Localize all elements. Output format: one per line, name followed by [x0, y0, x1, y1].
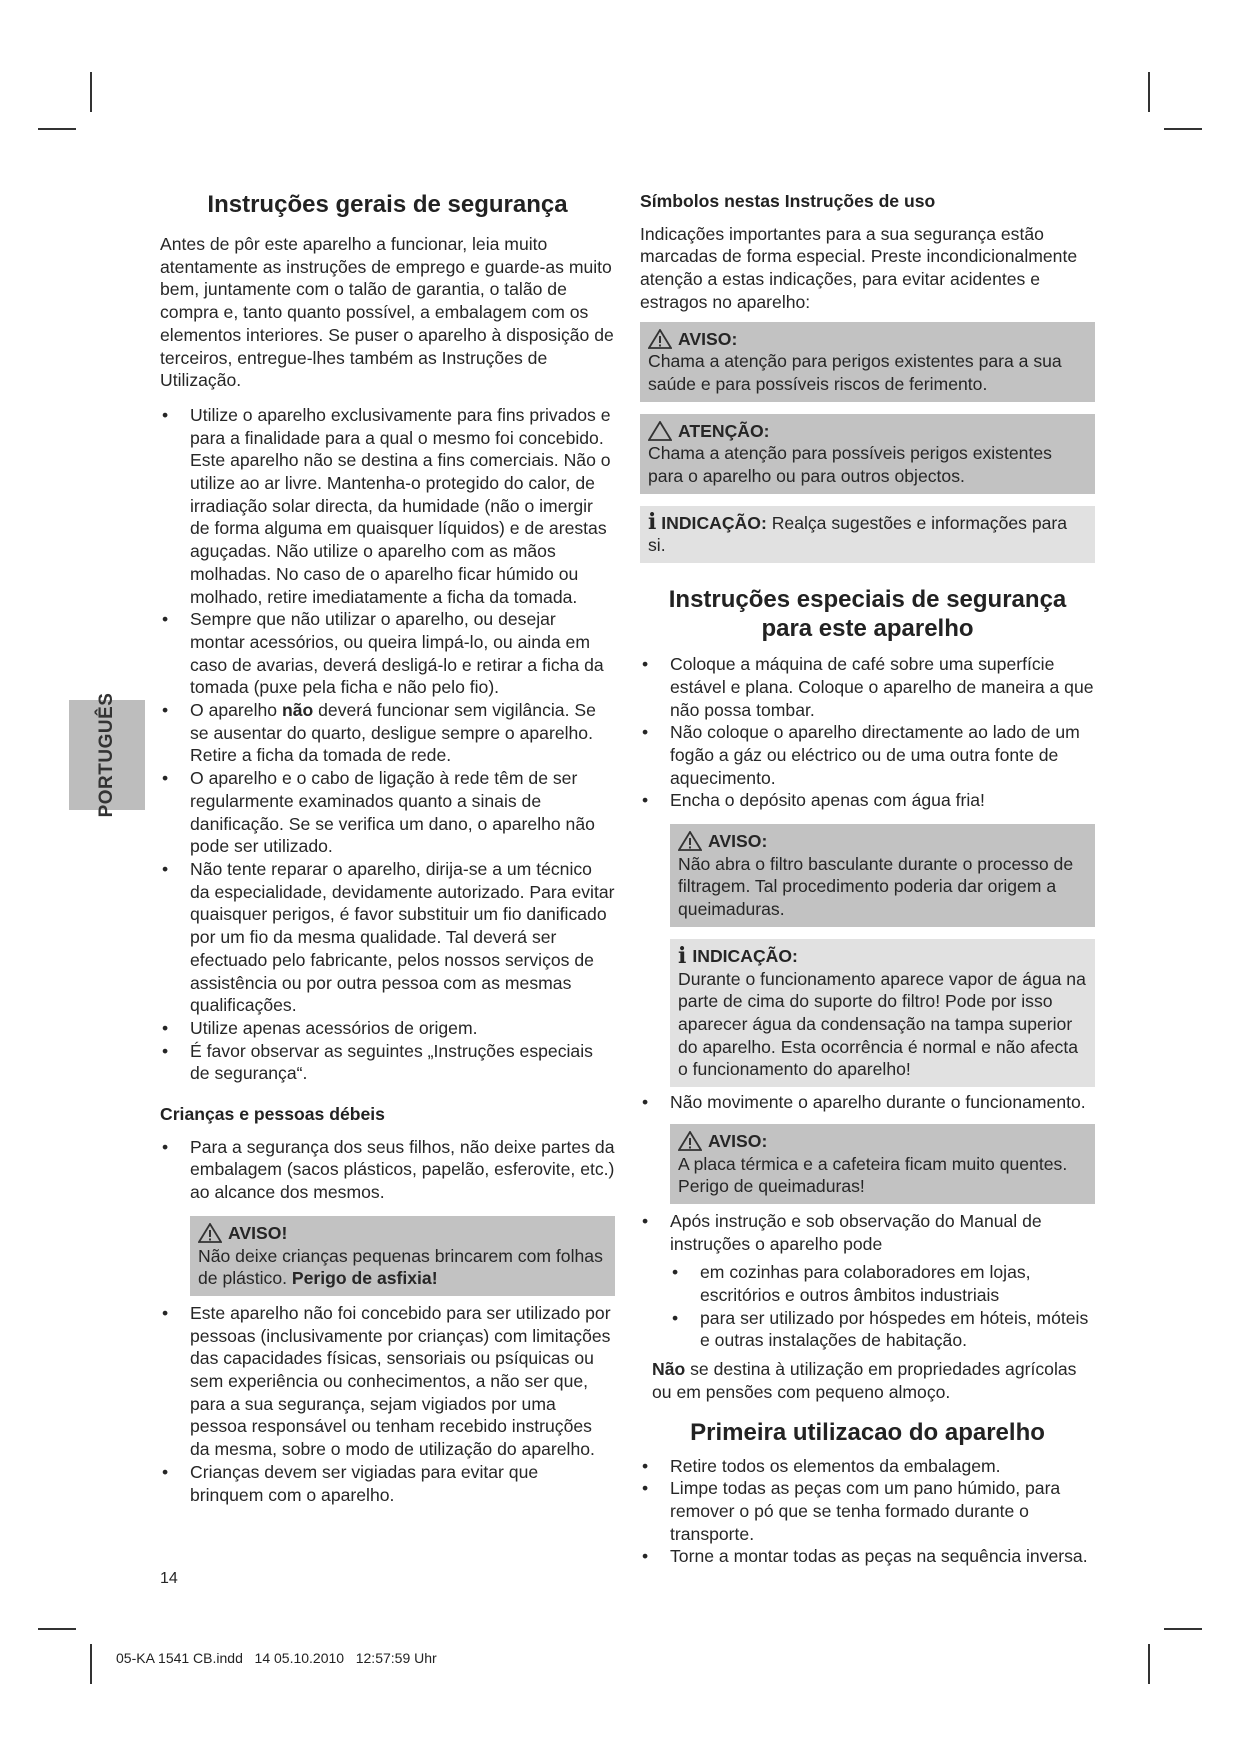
list-item: • Retire todos os elementos da embalagem. [640, 1455, 1095, 1478]
aviso3-title: AVISO: [708, 1130, 768, 1151]
intro-paragraph: Antes de pôr este aparelho a funcionar, leia muito atentamente as instruções de emprego e guarde-as muito bem, juntamente com o talão de garantia, o talão de compra e, tanto quanto possível, a embalagem com os elementos interiores. Se puser o aparelho à disposição de terceiros, entregue-lhes também as Instruções de Utilização. [160, 234, 614, 391]
general-safety-heading: Instruções gerais de segurança [207, 191, 568, 218]
move-list [640, 1091, 1095, 1114]
list-item: • Não coloque o aparelho directamente ao lado de um fogão a gáz ou eléctrico ou de uma outra fonte de aquecimento. [640, 721, 1095, 789]
crop-mark [1164, 1628, 1202, 1630]
atencao-title: ATENÇÃO: [678, 420, 770, 441]
aviso-title: AVISO: [678, 328, 738, 349]
page-number: 14 [160, 1570, 178, 1587]
list-item: • O aparelho e o cabo de ligação à rede têm de ser regularmente examinados quanto a sinais de danificação. Se se verifica um dano, o aparelho não pode ser utilizado. [160, 767, 615, 858]
indicacao2-title: INDICAÇÃO: [692, 945, 798, 966]
language-tab-label: PORTUGUÊS [96, 692, 117, 818]
indicacao-box [640, 506, 1095, 563]
left-column [160, 190, 615, 1506]
list-item: • Torne a montar todas as peças na sequência inversa. [640, 1545, 1095, 1568]
aviso-text: Chama a atenção para perigos existentes para a sua saúde e para possíveis riscos de ferimento. [648, 351, 1062, 394]
list-item: • Encha o depósito apenas com água fria! [640, 789, 1095, 812]
warning-triangle-icon [198, 1223, 222, 1243]
indicacao-text: Realça sugestões e informações para si. [648, 512, 1068, 556]
warning-triangle-icon [648, 329, 672, 349]
list-item: • Sempre que não utilizar o aparelho, ou desejar montar acessórios, ou queira limpá-lo, ou ainda em caso de avarias, deverá desligá-lo e retirar a ficha da tomada (puxe pela ficha e não pelo fio). [160, 608, 615, 699]
crop-mark [90, 1644, 92, 1684]
list-item: • Utilize apenas acessórios de origem. [160, 1017, 615, 1040]
list-item: • Crianças devem ser vigiadas para evitar que brinquem com o aparelho. [160, 1461, 615, 1506]
list-item: • Coloque a máquina de café sobre uma superfície estável e plana. Coloque o aparelho de maneira a que não possa tombar. [640, 653, 1095, 721]
list-item: • Utilize o aparelho exclusivamente para fins privados e para a finalidade para a qual o mesmo foi concebido. Este aparelho não se destina a fins comerciais. Não o utilize ao ar livre. Mantenha-o protegido do calor, de irradiação solar directa, da humidade (não o imergir de forma alguma em quaisquer líquidos) e de arestas aguçadas. Não utilize o aparelho com as mãos molhadas. No caso de o aparelho ficar húmido ou molhado, retire imediatamente a ficha da tomada. [160, 404, 615, 608]
crop-mark [1148, 1644, 1150, 1684]
indicacao2-box [670, 939, 1095, 1087]
children-list-after [160, 1302, 615, 1506]
info-icon: i [678, 943, 687, 970]
first-use-list [640, 1455, 1095, 1569]
list-item: • Limpe todas as peças com um pano húmido, para remover o pó que se tenha formado durante o transporte. [640, 1477, 1095, 1545]
right-column [640, 190, 1095, 1568]
atencao-box [640, 414, 1095, 494]
safety-list [160, 404, 615, 1085]
symbols-heading: Símbolos nestas Instruções de uso [640, 191, 936, 211]
children-heading: Crianças e pessoas débeis [160, 1104, 385, 1125]
indicacao-title: INDICAÇÃO: [661, 512, 767, 533]
special-safety-heading: Instruções especiais de segurança para este aparelho [668, 586, 1067, 643]
list-item: • Para a segurança dos seus filhos, não deixe partes da embalagem (sacos plásticos, papelão, esferovite, etc.) ao alcance dos mesmos. [160, 1136, 615, 1204]
list-item: • Após instrução e sob observação do Manual de instruções o aparelho pode [640, 1210, 1095, 1255]
atencao-text: Chama a atenção para possíveis perigos existentes para o aparelho ou para outros objectos. [648, 443, 1052, 487]
warning-triangle-icon [678, 1131, 702, 1151]
print-slug: 05-KA 1541 CB.indd 14 05.10.2010 12:57:59 Uhr [116, 1650, 437, 1666]
caution-triangle-icon [648, 421, 672, 441]
list-item: • Não movimente o aparelho durante o funcionamento. [640, 1091, 1095, 1114]
language-tab [69, 692, 145, 818]
crop-mark [1148, 72, 1150, 112]
not-intended-text: Não se destina à utilização em propriedades agrícolas ou em pensões com pequeno almoço. [652, 1359, 1077, 1402]
crop-mark [38, 1628, 76, 1630]
warning-text: Não deixe crianças pequenas brincarem com folhas de plástico. Perigo de asfixia! [198, 1245, 603, 1289]
list-item: • em cozinhas para colaboradores em lojas, escritórios e outros âmbitos industriais [670, 1261, 1095, 1306]
list-item: • O aparelho não deverá funcionar sem vigilância. Se se ausentar do quarto, desligue sempre o aparelho. Retire a ficha da tomada de rede. [160, 699, 615, 767]
list-item: • Não tente reparar o aparelho, dirija-se a um técnico da especialidade, devidamente autorizado. Para evitar quaisquer perigos, é favor substituir um fio danificado por um fio da mesma qualidade. Tal deverá ser efectuado pelo fabricante, pelos nossos serviços de assistência ou por outra pessoa com as mesmas qualificações. [160, 858, 615, 1017]
aviso2-title: AVISO: [708, 831, 768, 852]
aviso3-box [670, 1124, 1095, 1204]
crop-mark [38, 128, 76, 130]
indicacao2-text: Durante o funcionamento aparece vapor de água na parte de cima do suporte do filtro! Pode por isso aparecer água da condensação na tampa superior do aparelho. Esta ocorrência é normal e não afecta o funcionamento do aparelho! [678, 968, 1086, 1080]
usage-list [640, 1210, 1095, 1255]
warning-heading: AVISO! [198, 1222, 607, 1245]
children-list [160, 1136, 615, 1204]
warning-triangle-icon [678, 831, 702, 851]
usage-sublist [670, 1261, 1095, 1352]
aviso2-box [670, 824, 1095, 927]
list-item: • para ser utilizado por hóspedes em hóteis, móteis e outras instalações de habitação. [670, 1307, 1095, 1352]
first-use-heading: Primeira utilizacao do aparelho [690, 1418, 1045, 1446]
symbols-intro: Indicações importantes para a sua segurança estão marcadas de forma especial. Preste incondicionalmente atenção a estas indicações, para evitar acidentes e estragos no aparelho: [640, 223, 1078, 312]
aviso2-text: Não abra o filtro basculante durante o processo de filtragem. Tal procedimento poderia dar origem a queimaduras. [678, 853, 1074, 920]
info-icon: i [648, 508, 657, 535]
list-item: • É favor observar as seguintes „Instruções especiais de segurança“. [160, 1040, 615, 1085]
special-list [640, 653, 1095, 812]
children-warning-box [190, 1216, 615, 1296]
aviso-box [640, 322, 1095, 402]
list-item: • Este aparelho não foi concebido para ser utilizado por pessoas (inclusivamente por crianças) com limitações das capacidades físicas, sensoriais ou psíquicas ou sem experiência ou conhecimentos, a não ser que, para a sua segurança, sejam vigiados por uma pessoa responsável ou tenham recebido instruções da mesma, sobre o modo de utilização do aparelho. [160, 1302, 615, 1461]
crop-mark [1164, 128, 1202, 130]
aviso3-text: A placa térmica e a cafeteira ficam muito quentes. Perigo de queimaduras! [678, 1153, 1068, 1197]
crop-mark [90, 72, 92, 112]
